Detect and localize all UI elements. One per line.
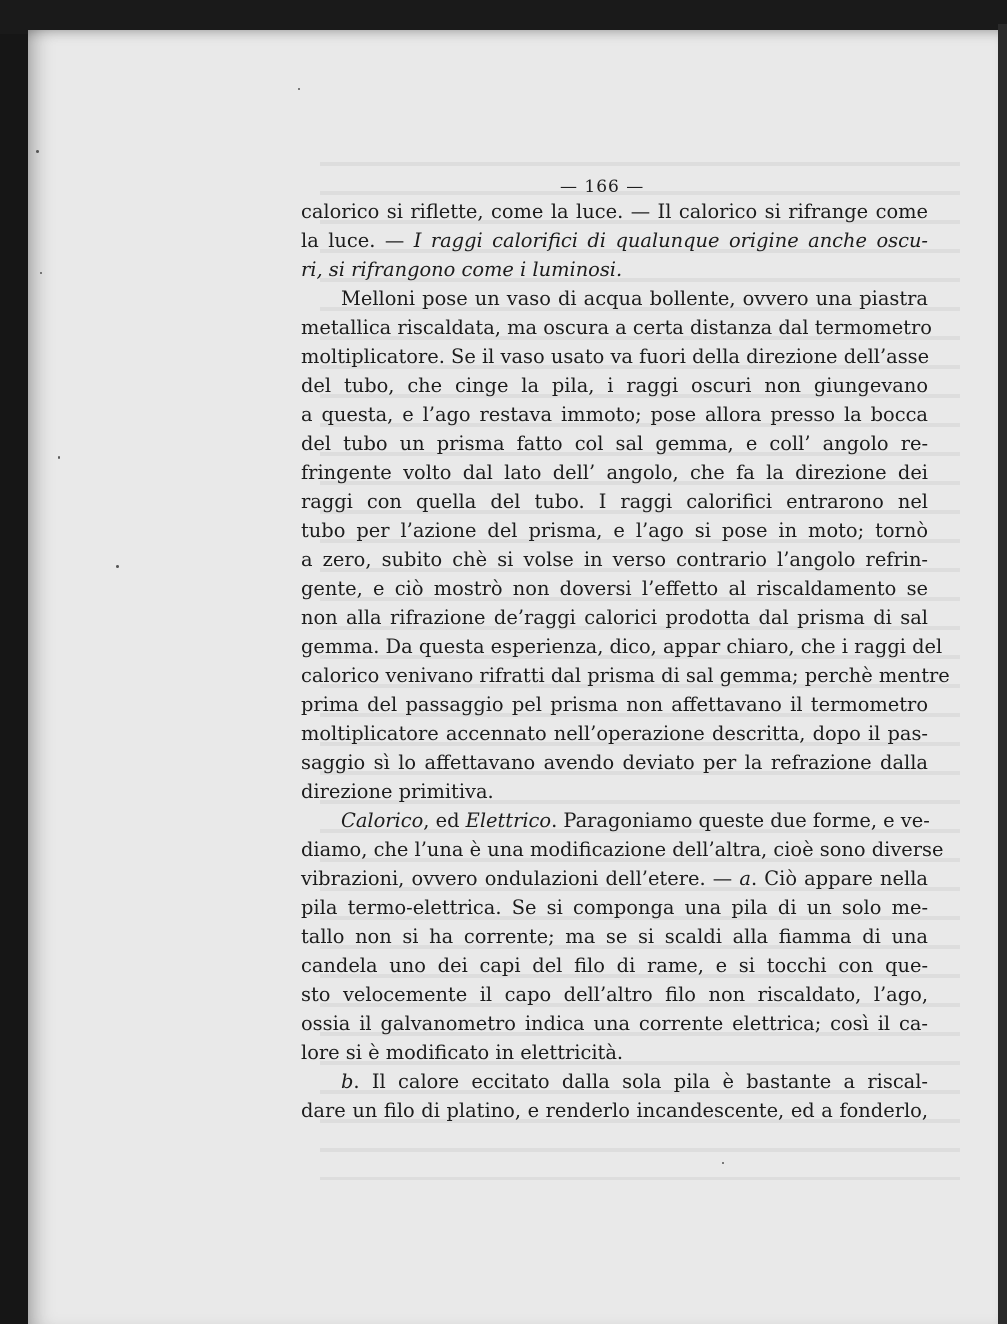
scan-top-border <box>0 0 1007 34</box>
text-line <box>301 284 928 313</box>
text-run: calorico venivano rifratti dal prisma di sal gemma; perchè mentre <box>301 664 950 687</box>
italic-text: Calorico <box>341 809 424 832</box>
text-line <box>301 1096 928 1125</box>
text-run: ossia il galvanometro indica una corrente elettrica; così il ca- <box>301 1012 928 1035</box>
text-line <box>301 400 928 429</box>
text-line <box>301 1038 928 1067</box>
page-number: — 166 — <box>560 177 645 197</box>
text-line <box>301 313 932 342</box>
text-line <box>301 922 928 951</box>
text-run: gente, e ciò mostrò non doversi l’effetto al riscaldamento se <box>301 577 928 600</box>
text-line <box>301 342 928 371</box>
text-run: . Paragoniamo queste due forme, e ve- <box>551 809 930 832</box>
text-run: la luce. — <box>301 229 414 252</box>
text-run: raggi con quella del tubo. I raggi calorifici entrarono nel <box>301 490 928 513</box>
text-run: moltiplicatore. Se il vaso usato va fuori della direzione dell’asse <box>301 345 930 368</box>
body-text <box>301 197 950 1125</box>
text-run: diamo, che l’una è una modificazione dell’altra, cioè sono diverse <box>301 838 944 861</box>
text-line <box>301 980 928 1009</box>
text-run: del tubo un prisma fatto col sal gemma, e coll’ angolo re- <box>301 432 928 455</box>
text-run: tallo non si ha corrente; ma se si scaldi alla fiamma di una <box>301 925 928 948</box>
text-run: calorico si riflette, come la luce. — Il calorico si rifrange come <box>301 200 928 223</box>
text-run: gemma. Da questa esperienza, dico, appar chiaro, che i raggi del <box>301 635 943 658</box>
text-line <box>301 487 928 516</box>
text-run: candela uno dei capi del filo di rame, e si tocchi con que- <box>301 954 928 977</box>
text-run: . Il calore eccitato dalla sola pila è bastante a riscal- <box>353 1070 928 1093</box>
text-run: a questa, e l’ago restava immoto; pose allora presso la bocca <box>301 403 928 426</box>
text-line <box>301 1067 928 1096</box>
text-run: fringente volto dal lato dell’ angolo, che fa la direzione dei <box>301 461 928 484</box>
text-line <box>301 951 928 980</box>
text-run: vibrazioni, ovvero ondulazioni dell’etere. — <box>301 867 740 890</box>
text-line <box>301 545 928 574</box>
text-run: sto velocemente il capo dell’altro filo non riscaldato, l’ago, <box>301 983 928 1006</box>
italic-text: Elettrico <box>465 809 552 832</box>
italic-text: a <box>739 867 751 890</box>
text-line <box>301 893 928 922</box>
text-run: . Ciò appare nella <box>750 867 928 890</box>
text-run: Melloni pose un vaso di acqua bollente, ovvero una piastra <box>341 287 928 310</box>
text-line <box>301 603 928 632</box>
text-line <box>301 806 928 835</box>
text-run: dare un filo di platino, e renderlo incandescente, ed a fonderlo, <box>301 1099 928 1122</box>
text-line <box>301 371 928 400</box>
italic-text: b <box>341 1070 354 1093</box>
text-run: lore si è modificato in elettricità. <box>301 1041 624 1064</box>
text-line <box>301 777 928 806</box>
text-run: a zero, subito chè si volse in verso contrario l’angolo refrin- <box>301 548 928 571</box>
text-line <box>301 632 943 661</box>
text-run: moltiplicatore accennato nell’operazione descritta, dopo il pas- <box>301 722 928 745</box>
text-run: prima del passaggio pel prisma non affettavano il termometro <box>301 693 928 716</box>
text-line <box>301 719 928 748</box>
text-run: del tubo, che cinge la pila, i raggi oscuri non giungevano <box>301 374 928 397</box>
text-run: pila termo-elettrica. Se si componga una pila di un solo me- <box>301 896 928 919</box>
text-run: non alla rifrazione de’raggi calorici prodotta dal prisma di sal <box>301 606 928 629</box>
text-line <box>301 748 928 777</box>
italic-text: ri, si rifrangono come i luminosi. <box>301 258 623 281</box>
italic-text: I raggi calorifici di qualunque origine anche oscu- <box>413 229 928 252</box>
text-run: direzione primitiva. <box>301 780 494 803</box>
text-line <box>301 574 928 603</box>
text-line <box>301 255 928 284</box>
text-run: tubo per l’azione del prisma, e l’ago si pose in moto; tornò <box>301 519 928 542</box>
text-run: metallica riscaldata, ma oscura a certa distanza dal termometro <box>301 316 932 339</box>
text-line <box>301 661 950 690</box>
text-line <box>301 197 928 226</box>
scan-right-border <box>998 24 1007 1324</box>
text-line <box>301 864 928 893</box>
text-run: , ed <box>423 809 466 832</box>
text-line <box>301 690 928 719</box>
text-line <box>301 226 928 255</box>
text-run: saggio sì lo affettavano avendo deviato per la refrazione dalla <box>301 751 928 774</box>
text-line <box>301 429 928 458</box>
text-line <box>301 516 928 545</box>
text-line <box>301 1009 928 1038</box>
text-line <box>301 458 928 487</box>
text-line <box>301 835 944 864</box>
